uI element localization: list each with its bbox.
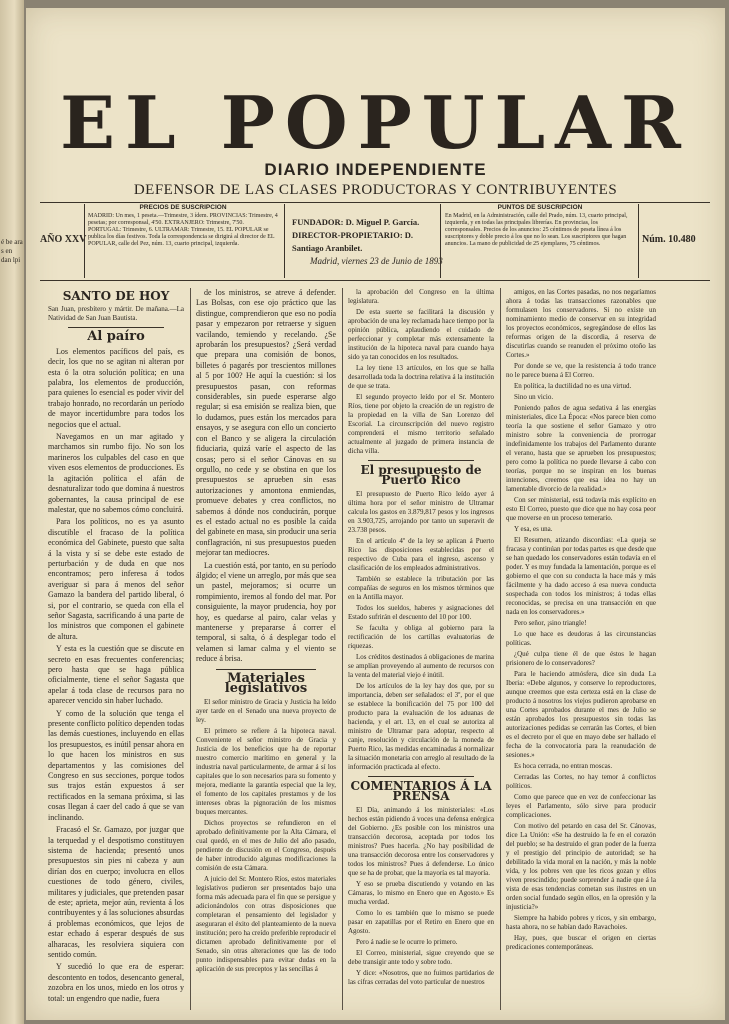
article-paragraph: El Resumen, atizando discordias: «La queja se fracasa y continúan por todas partes es que desde que se han quedado los conservadores están todavía en el poder. Y es muy fundada la lamentación, porque es el gobierno el que con su conducta la hace más y más fácilmente y ha dado acceso á esa nueva conducta sospechada con todos los ministros; á todas ellas reconocidas, se precisa en una transacción en que nada en los conservadores.» — [506, 536, 656, 616]
article-small-text — [348, 288, 494, 456]
article-small-text — [196, 698, 336, 974]
article-paragraph: Los créditos destinados á obligaciones de marina se amplían proveyendo al aumento de recursos con la venta del material viejo é inútil. — [348, 652, 494, 679]
info-divider — [638, 204, 639, 278]
article-paragraph: De los artículos de la ley hay dos que, por su importancia, deben ser señalados: el 3º, por el que se establece la bonificación del 75 por 100 del producto para la evaluación de los aduanas de hacienda, y el art. 13, en el cual se autoriza al ministro de Ultramar para adoptar, respecto al canje, resolución y circulación de la moneda de Puerto Rico, las medidas encaminadas á normalizar la situación monetaria con arreglo al resultado de la información practicada al efecto. — [348, 681, 494, 771]
article-paragraph: ¿Qué culpa tiene él de que éstos le hagan prisionero de lo conservadores? — [506, 650, 656, 667]
adjacent-page-text: é be ara s en dan lpi — [1, 238, 23, 264]
masthead — [26, 80, 725, 199]
column-rule — [342, 288, 343, 1010]
article-paragraph: Navegamos en un mar agitado y marchamos sin rumbo fijo. No son los marineros los culpables del caso en que viven esos elementos de producciones. Es la agitación política el afán de desnaturalizar todo que domina á nuestros gobernantes, la causa principal de ese malestar, que no sabemos cómo concluirá. — [48, 432, 184, 514]
column-1 — [48, 288, 184, 1006]
article-heading-puerto-rico: El presupuesto de Puerto Rico — [360, 463, 482, 488]
subscription-points-text: En Madrid, en la Administración, calle del Prado, núm. 13, cuarto principal, izquierda, y en todas las principales librerías. En provincias, los corresponsales. Precios de los anuncios: 25 céntimos de peseta línea á los suscriptores y doble precio á los que no lo sean. Los suscriptores que hagan anuncios. La mano de publicidad de 25 ejemplares, 75 céntimos. — [445, 213, 628, 247]
article-paragraph: El señor ministro de Gracia y Justicia ha leído ayer tarde en el Senado una nueva proyecto de ley. — [196, 698, 336, 725]
newspaper-page — [26, 8, 725, 1020]
article-small-text — [348, 490, 494, 772]
article-paragraph: Para le haciendo atmósfera, dice sin duda La Iberia: «Debe algunos, y conserve lo reproductores, aunque creemos que esta certeza está en la clase de producto á nosotros los viejos pudieron aprobarse en una Cortes aprobados durante el mes de Julio se están aprobados los presupuestos sin todas las autorizaciones pedidas se cerrarán las Cortes, el bien es el decreto por el que en mayo debe ser hallado el fecha de la convocatoria para la reanudación de sesiones.» — [506, 670, 656, 759]
santo-text: San Juan, presbítero y mártir. De mañana.—La Natividad de San Juan Bautista. — [48, 305, 184, 323]
article-paragraph: En el artículo 4º de la ley se aplican á Puerto Rico las disposiciones establecidas por el respectivo de Cuba para el ingreso, ascenso y clasificación de los empleados administrativos. — [348, 536, 494, 572]
subscription-points — [445, 204, 635, 248]
info-divider — [440, 204, 441, 278]
article-paragraph: Siempre ha habido pobres y ricos, y sin embargo, hasta ahora, no se habían dado Ravachoies. — [506, 914, 656, 931]
column-4 — [506, 288, 656, 954]
article-paragraph: El presupuesto de Puerto Rico leído ayer á última hora por el señor ministro de Ultramar calcula los gastos en 3.879,817 pesos y los ingresos en 3.903,725, arrojando por tanto un superavit de 23.738 pesos. — [348, 489, 494, 534]
article-paragraph: amigos, en las Cortes pasadas, no nos negaríamos ahora á todas las transacciones razonables que formulasen los conservadores. Si no existe un nominamiento medio de conservar en su integridad los proyectos económicos, segregándose de ellos las reformas origen de la discordia, á reserva de discutirlas cuando se reanuden el próximo otoño las Cortes.» — [506, 288, 656, 359]
article-paragraph: La ley tiene 13 artículos, en los que se halla desarrollada toda la doctrina relativa á la institución de que se trata. — [348, 364, 494, 390]
article-paragraph: Pero señor, ¡sino triangle! — [514, 619, 587, 627]
article-paragraph: A juicio del Sr. Montero Ríos, estos materiales legislativos pudieron ser presentados bajo una forma más adecuada para el fin que se persigue y adicionándolos con otras disposiciones que completaran el pensamiento del legislador y aseguraran el éxito del planteamiento de la nueva institución; pero ha creído preferible reproducir el dictamen aprobado definitivamente por el Senado, sin otras alteraciones que las de todo punto indispensables para evitar dudas en la aplicación de sus preceptos y las sencillas á — [196, 875, 336, 974]
column-separator — [368, 776, 474, 777]
article-heading-materiales: Materiales legislativos — [224, 670, 308, 697]
article-heading-al-pairo: Al paíro — [87, 329, 145, 345]
article-small-text — [506, 288, 656, 952]
santo-heading: SANTO DE HOY — [62, 289, 170, 303]
article-paragraph: Fracasó el Sr. Gamazo, por juzgar que la terquedad y el despotismo constituyen sistema de hacienda; presentó unos presupuestos sin pies ni cabeza y aun dirían dos en cuerpo; involucra en ellos cuestiones de todo género, civiles, militares y judiciales, que pretenden pasar de este; aprieta, mejor aún, revienta á los contribuyentes y á las soluciones absurdas á problemas económicos, que lejos de estar echado á esperar después de sus alharacas, les resolviera siquiera con sentido común. — [48, 825, 184, 959]
article-paragraph: Por donde se ve, que la resistencia á todo trance no le parece buena á El Correo. — [506, 362, 656, 379]
article-paragraph: Y como de la solución que tenga el presente conflicto político dependen todas las demás cuestiones, incluyendo en ellas los presupuestos, es inútil pensar ahora en lo que hacen los ministros en sus departamentos y las comisiones del Congreso en sus secciones, porque todos sus trajos están expuestos á ser rectificados en la semana próxima, si las cosas llegan á caer del cado á que se van inclinando. — [48, 708, 184, 822]
info-divider — [284, 204, 285, 278]
article-paragraph: De esta suerte se facilitará la discusión y aprobación de una ley reclamada hace tiempo por la opinión pública, aplaudiendo el cuidado de perfeccionar y completar más extensamente la institución de la hipoteca naval para cuando haya sido ya tan conocidos en los resultados. — [348, 308, 494, 361]
subscription-prices-text: MADRID: Un mes, 1 peseta.—Trimestre, 3 ídem. PROVINCIAS: Trimestre, 4 pesetas; por corresponsal, 4'50. EXTRANJERO: Trimestre, 7'50. PORTUGAL: Trimestre, 6. ULTRAMAR: Trimestre, 15. EL POPULAR se publica los días festivos. Toda la correspondencia se dirigirá al director de EL POPULAR, calle del Pez, núm. 13, cuarto principal, izquierda. — [88, 213, 278, 247]
article-paragraph: El primero se refiere á la hipoteca naval. Conveniente el señor ministro de Gracia y Justicia de los beneficios que ha de reportar nuestro comercio marítimo en general y la industria naval particularmente, de armar á sí los capitales que lo son necesarios para su fomento y mejora, mediante la garantía especial que la ley, el fomento de los capitales prestamos y de los intereses obras la pignoración de los mismos buques mercantes. — [196, 727, 336, 817]
newspaper-tagline: DEFENSOR DE LAS CLASES PRODUCTORAS Y CONTRIBUYENTES — [133, 182, 618, 198]
article-paragraph: Con motivo del petardo en casa del Sr. Cánovas, dice La Unión: «Se ha destruido la fe en el corazón del pueblo; se ha destruido el gran poder de la fuerza y el prestigio del principio de autoridad; se ha debilitado la vida moral en la nación, y más la noble vida, y los pobres ven que les ricos gozan y ellos viven prescindido; puede sorprender á nadie que á la vista de esas tendencias cometan sus ilustres en un orden social fundado según ellos, en la opresión y la injusticia?» — [506, 822, 656, 911]
adjacent-page-edge — [0, 0, 24, 1024]
article-paragraph: Sino un vicio. — [514, 393, 554, 401]
article-paragraph: Con ser ministerial, está todavía más explícito en esto El Correo, puesto que dice que no hay cosa peor que moverse en un proceso temerario. — [506, 496, 656, 522]
article-paragraph: Y sucedió lo que era de esperar: descontento en todos, desencanto general, zozobra en los unos, miedo en los otros y total: un engendro que nadie, fuera — [48, 962, 184, 1003]
column-rule — [500, 288, 501, 1010]
article-paragraph: El segundo proyecto leído por el Sr. Montero Ríos, tiene por objeto la creación de un registro de la propiedad en la villa de San Lorenzo del Escorial. La circunscripción del nuevo registro comprenderá el mismo territorio señalado actualmente al juzgado de primera instancia de dicha villa. — [348, 393, 494, 455]
article-paragraph: la aprobación del Congreso en la última legislatura. — [348, 288, 494, 305]
article-paragraph: Hay, pues, que buscar el origen en ciertas predicaciones contemporáneas. — [506, 934, 656, 951]
article-heading-comentarios: COMENTARIOS Á LA PRENSA — [350, 778, 492, 804]
article-paragraph: Como que parece que en vez de confeccionar las leyes el Parlamento, sólo sirve para producir complicaciones. — [506, 793, 656, 819]
article-paragraph: La cuestión está, por tanto, en su período álgido; el viene un arreglo, por más que sea un pastel, mejoramos; si ocurre un rompimiento, iremos al fondo del mar. Por consiguiente, la mayor prudencia, hoy por hoy, es quedarse al pairo, calar velas y mantenerse y prepararse á correr el temporal, si salta, ó á desplegar todo el velamen si lamar calma y el viento se reduce á brisa. — [196, 560, 336, 664]
column-separator — [216, 669, 316, 670]
header-top-rule — [40, 202, 710, 203]
article-paragraph: También se establece la tributación por las compañías de seguros en los mismos términos que en la Antilla mayor. — [348, 574, 494, 601]
article-paragraph: Pero á nadie se le ocurre lo primero. — [356, 937, 458, 946]
issue-number: Núm. 10.480 — [642, 234, 696, 245]
article-paragraph: Dichos proyectos se refundieron en el aprobado definitivamente por la Alta Cámara, el cual quedó, en el mes de Julio del año pasado, pendiente de discusión en el Congreso, después de haber introducido algunas modificaciones la comisión de esta Cámara. — [196, 819, 336, 873]
column-3 — [348, 288, 494, 989]
article-paragraph: Para los políticos, no es ya asunto discutible el fracaso de la política económica del Gabinete, puesto que salta á la vista y sí se debe este estado de perturbación y de duda en que nos encontramos; pero inferesa á todos averiguar si para á menos del señor Gamazo la bandera del partido liberal, ó si, por el contrario, se queda con ella el señor Sagasta, sacrificando á una parte de los ministros que componen el gabinete de altura. — [48, 517, 184, 641]
director-line: DIRECTOR-PROPIETARIO: D. Santiago Aranbilet. — [292, 230, 414, 253]
header-bottom-rule — [40, 280, 710, 281]
article-paragraph: Poniendo paños de agua sedativa á las energías ministeriales, dice La Época: «Nos parece bien como teoría la que sostiene el señor Gamazo y otro ministro sobre la conveniencia de prorrogar indefinidamente los trabajos del Parlamento durante el verano, hasta que se aprueben los presupuestos; pero como la política no puede llevarse á cabo con teorías, porque no se inspiran en los buenas intenciones, creemos que esa idea no hay un lamentable divorcio de la realidad.» — [506, 404, 656, 493]
year-label: AÑO XXV — [40, 234, 87, 245]
subscription-prices — [88, 204, 278, 248]
founder-block — [292, 216, 440, 255]
article-paragraph: Lo que hace es deudoras á las circunstancias políticas. — [506, 630, 656, 647]
article-paragraph: Es hoca cerrada, no entran moscas. — [514, 762, 613, 770]
newspaper-title: EL POPULAR — [60, 80, 691, 165]
article-paragraph: Y dice: «Nosotros, que no fuimos partidarios de las cifras cerradas del voto particular de nuestros — [348, 968, 494, 986]
article-paragraph: Y esa, es una. — [514, 525, 553, 533]
newspaper-subtitle: DIARIO INDEPENDIENTE — [264, 160, 487, 179]
article-small-text — [348, 806, 494, 987]
article-paragraph: El Correo, ministerial, sigue creyendo que se debe transigir ante todo y sobre todo. — [348, 948, 494, 966]
article-paragraph: Se faculta y obliga al gobierno para la rectificación de los cartillas evaluatorias de riquezas. — [348, 623, 494, 650]
column-rule — [190, 288, 191, 1010]
issue-date: Madrid, viernes 23 de Junio de 1893 — [310, 256, 443, 266]
column-separator — [68, 327, 164, 328]
column-2 — [196, 288, 336, 976]
article-paragraph: Cerradas las Cortes, no hay temor á conflictos políticos. — [506, 773, 656, 790]
article-paragraph: Como lo es también que lo mismo se puede pasar en zapatillas por el Retiro en Enero que en Agosto. — [348, 908, 494, 935]
article-paragraph: El Día, animando á los ministeriales: «Los hechos están pidiendo á voces una defensa enérgica del Gobierno. ¿Es posible con los ministros una transacción decorosa, aceptada por todos los ministros? Pues hacerla. ¿No hay posibilidad de una transacción decorosa entre los conservadores y todos los ministros? Pues á defenderse. Lo único que se ha de probar, que la mayoría es tal mayoría. — [348, 805, 494, 877]
article-paragraph: Los elementos pacíficos del país, es decir, los que no se agitan ni alteran por esta ó la otra solución política; en una palabra, los elementos de producción, para quienes lo esencial es poder vivir del trabajo honrado, no recordarán un período de mayor incertidumbre para todos los negocios que el actual. — [48, 346, 184, 429]
founder-line: FUNDADOR: D. Miguel P. García. — [292, 217, 420, 227]
column-separator — [368, 460, 474, 461]
article-paragraph: de los ministros, se atreve á defender. Las Bolsas, con ese ojo práctico que las distingue, comprendieron que eso no podía pasar y empezaron por retraerse y siguen vacilando, temiendo y recelando. ¿Se aprobarán los presupuestos? ¿Será verdad que prepara una comisión de bonos, billetes ó pagarés por trescientos millones al 5 por 100? He aquí la cuestión: si los presupuestos pasan, con reformas considerables, sin puede esperarse algo regular; si esa emisión se realiza bien, que lo dudamos, pues están los mercados para ensayos, y se asegura con ello un concierto con el Banco y se aligera la circulación fiduciaria, quizá varíe el aspecto de las cosas; pero si el señor Cánovas en su orgullo, no cede y se obstina en que los presupuestos se aprueben sin esas autorizaciones y amontona enmiendas, promueve debates y crea conflictos, no sabemos á dónde nos conducirán, porque es el estado actual no es posible la caída del gabinete en masa, sin producir una seria conflagración, ni sus presupuestos pueden mejorar tan mediocres. — [196, 288, 336, 558]
subscription-points-title: PUNTOS DE SUSCRIPCION — [497, 204, 583, 211]
info-divider — [84, 204, 85, 278]
article-paragraph: Todos los sueldos, haberes y asignaciones del Estado sufrirán el descuento del 10 por 100. — [348, 603, 494, 621]
article-paragraph: Y esta es la cuestión que se discute en secreto en esas frecuentes conferencias; pero hasta que se haga pública oficialmente, tiene el señor Sagasta que apelar á toda clase de recursos para no aparecer vencido sin haber luchado. — [48, 644, 184, 706]
subscription-prices-title: PRECIOS DE SUSCRIPCION — [139, 204, 227, 211]
header-info-bar — [40, 204, 710, 278]
article-paragraph: En política, la ductilidad no es una virtud. — [514, 382, 632, 390]
article-paragraph: Y eso se prueba discutiendo y votando en las Cámaras, lo mismo en Enero que en Agosto.» Es mucha verdad. — [348, 879, 494, 906]
